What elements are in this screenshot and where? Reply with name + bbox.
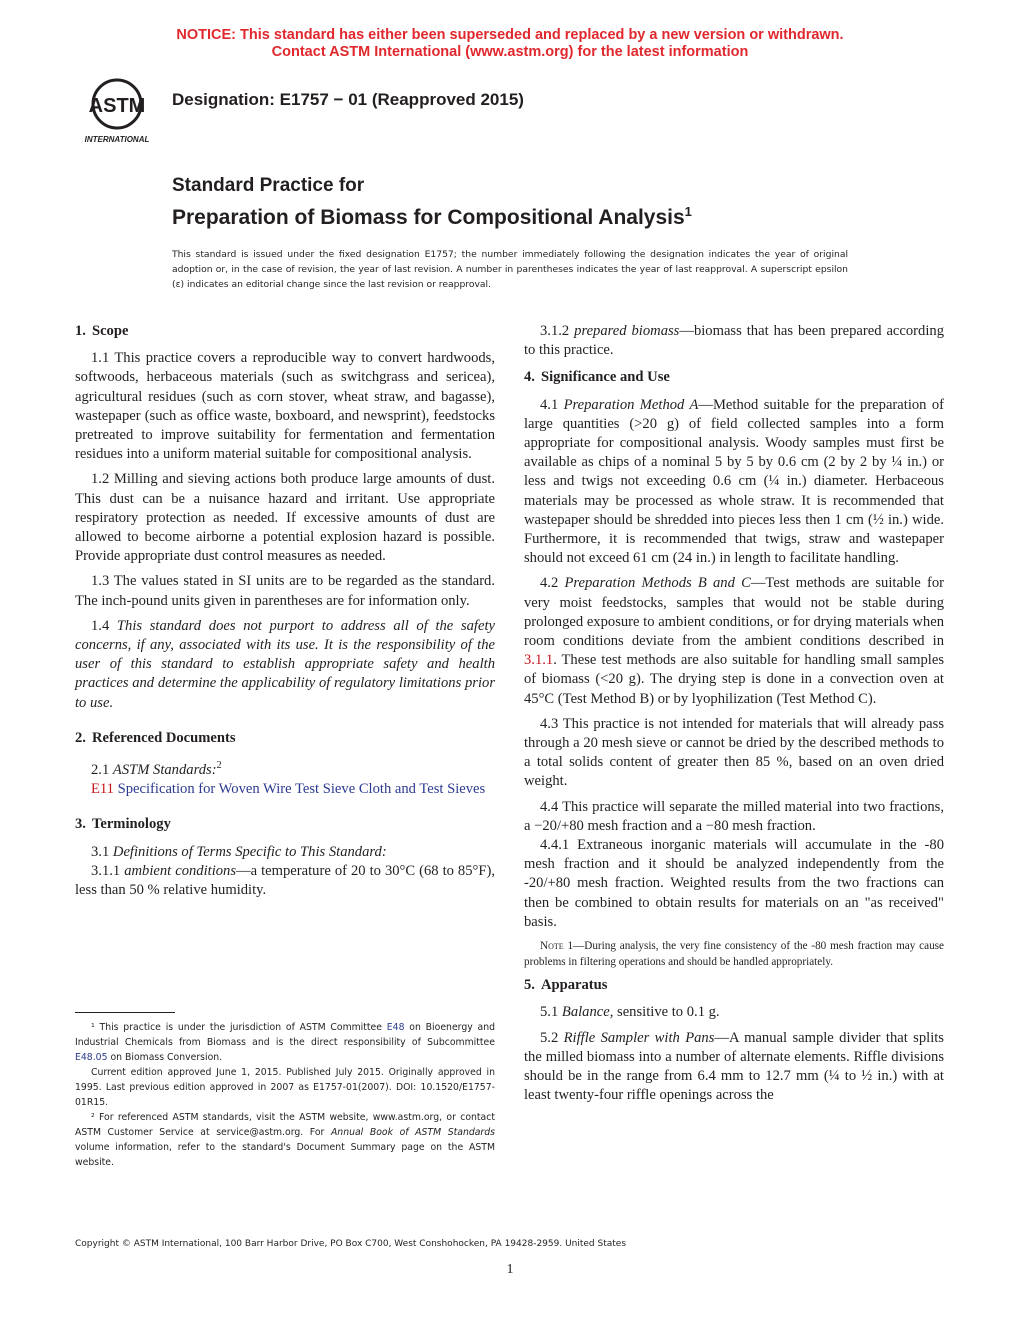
section-heading-scope: 1. Scope (75, 323, 129, 339)
link-e48[interactable]: E48 (386, 1022, 405, 1033)
section-heading-significance: 4. Significance and Use (524, 369, 670, 386)
paragraph-4-1: 4.1 Preparation Method A—Method suitable for the preparation of large quantities (>20 g) of field collected samples into a form appropriate for compositional analysis. Woody samples must first be available as chips of a nominal 5 by 5 by 0.6 cm (2 by 2 by ¼ in.) or less and twigs not exceeding 0.6 cm (¼ in.) diameter. Herbaceous materials may be processed as whole straw. It is recommended that wastepaper should be shredded into pieces less then 1 cm (½ in.) wide. Furthermore, it is recommended that twigs, straw and wastepaper should not exceed 61 cm (24 in.) in length to facilitate handling. (524, 396, 944, 567)
right-column (524, 322, 944, 1111)
section-heading-referenced-documents: 2. Referenced Documents (75, 729, 236, 746)
title-footnote-mark: 1 (684, 204, 692, 219)
paragraph-1-3: 1.3 The values stated in SI units are to be regarded as the standard. The inch-pound units given in parentheses are for information only. (75, 573, 495, 609)
link-3-1-1[interactable]: 3.1.1 (524, 652, 554, 669)
footnote-2: ² For referenced ASTM standards, visit the ASTM website, www.astm.org, or contact ASTM Customer Service at service@astm.org. For Annual Book of ASTM Standards volume information, refer to the standard's Document Summary page on the ASTM website. (75, 1112, 495, 1168)
paragraph-4-4-1: 4.4.1 Extraneous inorganic materials will accumulate in the -80 mesh fraction and it should be analyzed independently from the -20/+80 mesh fraction. Weighted results from the two fractions can then be combined to obtain results for materials on an "as received" basis. (524, 837, 944, 930)
paragraph-2-1: 2.1 ASTM Standards:$^2$ (91, 760, 222, 778)
paragraph-1-4: 1.4 This standard does not purport to address all of the safety concerns, if any, associated with its use. It is the responsibility of the user of this standard to establish appropriate safety and health practices and determine the applicability of regulatory limitations prior to use. (75, 617, 495, 711)
footnote-divider (75, 1012, 175, 1013)
footnote-1-edition: Current edition approved June 1, 2015. Published July 2015. Originally approved in 1995. Last previous edition approved in 2007 as E1757-01(2007). DOI: 10.1520/E1757-01R15. (75, 1067, 495, 1108)
copyright-line: Copyright © ASTM International, 100 Barr Harbor Drive, PO Box C700, West Conshohocken, PA 19428-2959. United States (75, 1239, 627, 1249)
paragraph-3-1-1: 3.1.1 ambient conditions—a temperature of 20 to 30°C (68 to 85°F), less than 50 % relative humidity. (75, 862, 495, 898)
footnotes (75, 1020, 495, 1170)
paragraph-5-2: 5.2 Riffle Sampler with Pans—A manual sample divider that splits the milled biomass into a number of alternate elements. Riffle divisions should be in the range from 6.4 mm to 12.7 mm (¼ to ½ in.) with at least twenty-four riffle openings across the (524, 1029, 944, 1104)
paragraph-1-1: 1.1 This practice covers a reproducible way to convert hardwoods, softwoods, herbaceous materials (such as switchgrass and sericea), agricultural residues (such as corn stover, wheat straw, and bagasse), wastepaper (such as office waste, boxboard, and newsprint), feedstocks pretreated to improve suitability for fermentation and fermentation residues into a uniform material suitable for compositional analysis. (75, 350, 495, 463)
section-heading-apparatus: 5. Apparatus (524, 977, 608, 994)
issuance-statement: This standard is issued under the fixed designation E1757; the number immediately following the designation indicates the year of original adoption or, in the case of revision, the year of last revision. A number in parentheses indicates the year of last reapproval. A superscript epsilon (ε) indicates an editorial change since the last revision or reapproval. (172, 249, 848, 290)
title-line-2 (172, 198, 932, 232)
page-number: 1 (506, 1262, 514, 1277)
designation: Designation: E1757 − 01 (Reapproved 2015) (172, 90, 524, 109)
paragraph-3-1-2: 3.1.2 prepared biomass—biomass that has been prepared according to this practice. (524, 323, 944, 359)
link-e48-05[interactable]: E48.05 (75, 1052, 108, 1063)
section-heading-terminology: 3. Terminology (75, 816, 171, 833)
logo-subtext: INTERNATIONAL (84, 135, 150, 144)
paragraph-3-1: 3.1 Definitions of Terms Specific to This Standard: (91, 843, 387, 860)
paragraph-4-2: 4.2 Preparation Methods B and C—Test methods are suitable for very moist feedstocks, samples that would not be stable during prolonged exposure to ambient conditions, or for drying materials when room conditions deviate from the ambient conditions described in 3.1.1. These test methods are also suitable for handling small samples of biomass (<20 g). The drying step is done in a convection oven at 45°C (Test Method B) or by lyophilization (Test Method C). (524, 575, 944, 707)
paragraph-4-4: 4.4 This practice will separate the milled material into two fractions, a −20/+80 mesh fraction and a −80 mesh fraction. (524, 798, 944, 834)
document-title (172, 174, 932, 232)
left-column (75, 322, 495, 906)
title-main: Preparation of Biomass for Compositional Analysis (172, 206, 685, 229)
notice-line-1: NOTICE: This standard has either been superseded and replaced by a new version or withdrawn. (176, 27, 844, 43)
superseded-notice (0, 27, 1020, 61)
footnote-1: ¹ This practice is under the jurisdiction of ASTM Committee E48 on Bioenergy and Industrial Chemicals from Biomass and is the direct responsibility of Subcommittee E48.05 on Biomass Conversion. (75, 1022, 496, 1063)
paragraph-5-1: 5.1 Balance, sensitive to 0.1 g. (540, 1004, 720, 1021)
note-1: Note 1—During analysis, the very fine consistency of the -80 mesh fraction may cause problems in filtering operations and should be handled appropriately. (524, 940, 945, 969)
reference-e11-link[interactable]: E11 Specification for Woven Wire Test Sieve Cloth and Test Sieves (91, 781, 486, 798)
logo-text: ASTM (88, 95, 146, 117)
paragraph-1-2: 1.2 Milling and sieving actions both produce large amounts of dust. This dust can be a nuisance hazard and irritant. Use appropriate respiratory protection as needed. If excessive amounts of dust are allowed to become airborne a potential explosion hazard is possible. Provide appropriate dust control measures as needed. (75, 471, 495, 565)
astm-logo (74, 76, 160, 146)
notice-line-2: Contact ASTM International (www.astm.org) for the latest information (271, 44, 749, 60)
title-line-1: Standard Practice for (172, 175, 365, 196)
paragraph-4-3: 4.3 This practice is not intended for materials that will already pass through a 20 mesh sieve or cannot be dried by the described methods to a total solids content of greater then 85 %, based on an oven dried weight. (524, 715, 944, 790)
